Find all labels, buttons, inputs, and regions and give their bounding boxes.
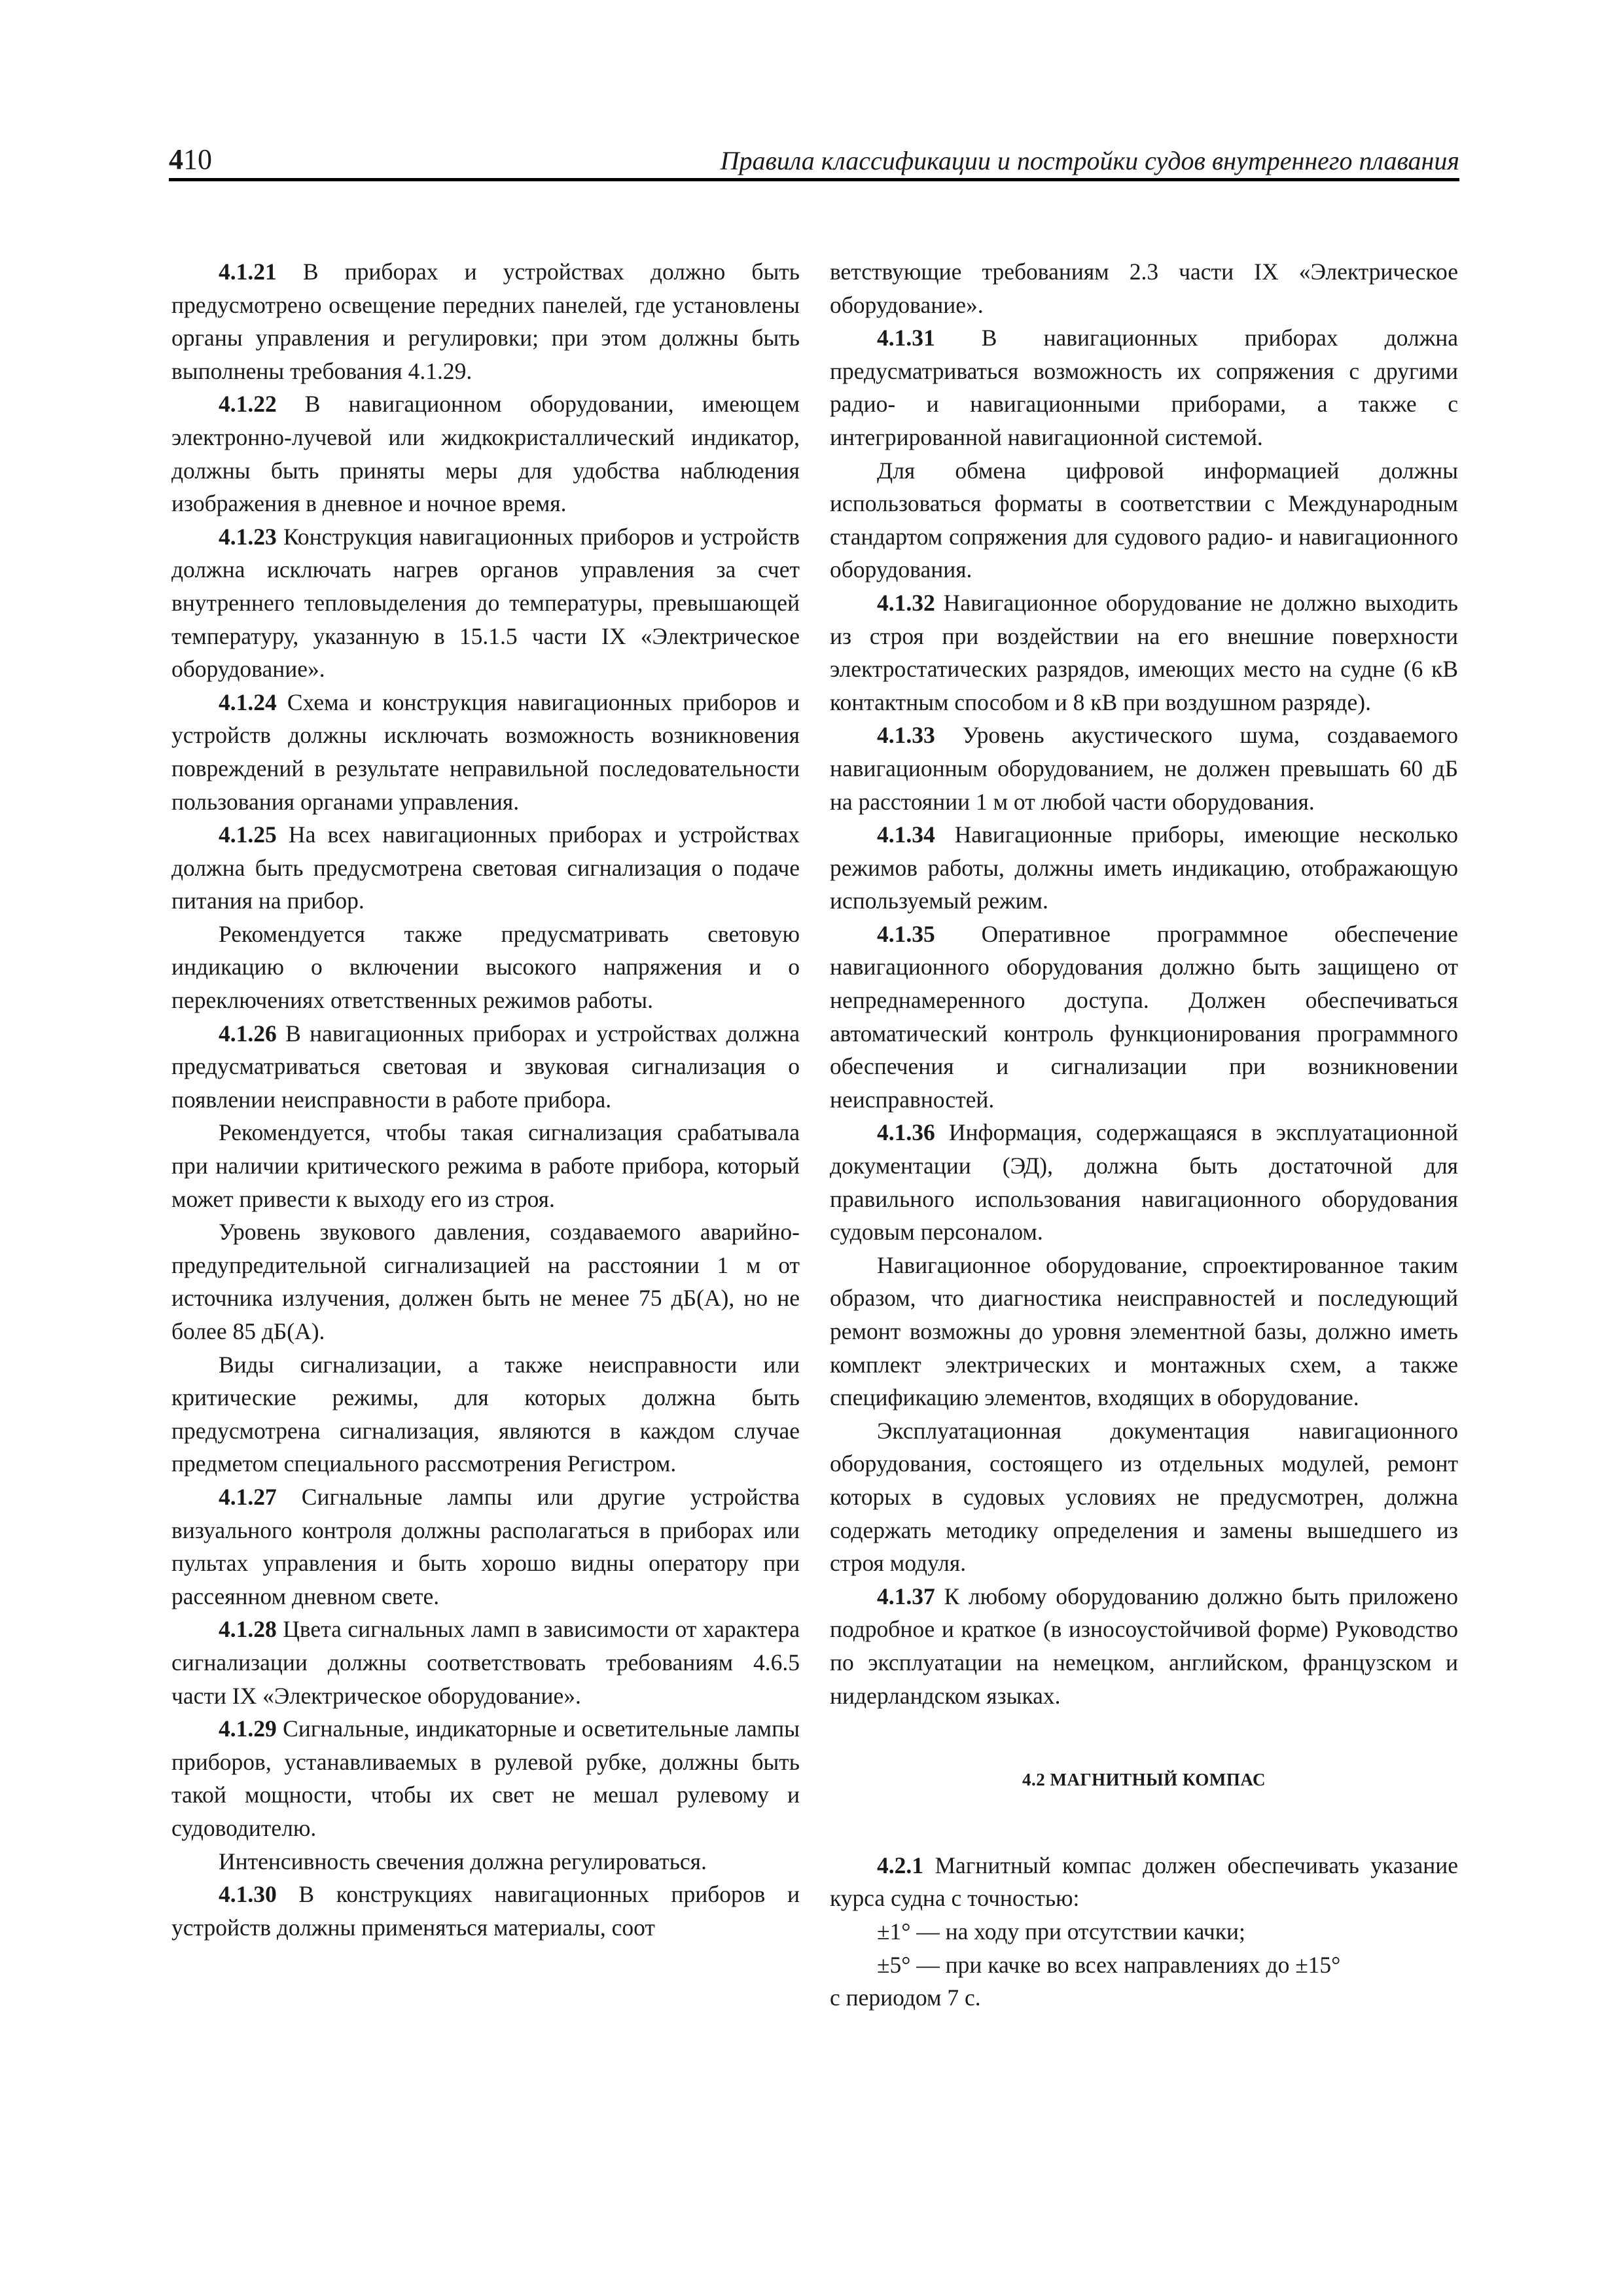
paragraph <box>830 1414 1458 1580</box>
paragraph <box>830 255 1458 321</box>
paragraph <box>171 255 800 387</box>
left-column <box>171 255 800 1944</box>
paragraph-text: Эксплуатационная документация навигационного оборудования, состоящего из отдельных модулей, ремонт которых в судовых условиях не предусмотрен, должна содержать методику определения и замены вышедшего из строя модуля. <box>830 1417 1458 1577</box>
paragraph <box>171 520 800 686</box>
clause-number: 4.1.30 <box>219 1881 277 1908</box>
clause-number: 4.1.33 <box>877 722 935 749</box>
paragraph <box>171 1613 800 1712</box>
paragraph <box>171 1712 800 1844</box>
paragraph-text: Навигационное оборудование не должно выходить из строя при воздействии на его внешние поверхности электростатических разрядов, имеющих место на судне (6 кВ контактным способом и 8 кВ при воздушном разряде). <box>830 589 1458 715</box>
section-heading: 4.2 МАГНИТНЫЙ КОМПАС <box>1022 1770 1266 1790</box>
paragraph-text: На всех навигационных приборах и устройствах должна быть предусмотрена световая сигнализация о подаче питания на прибор. <box>171 821 800 914</box>
paragraph-text: Интенсивность свечения должна регулироваться. <box>219 1848 707 1874</box>
paragraph <box>830 586 1458 719</box>
paragraph-text: Виды сигнализации, а также неисправности или критические режимы, для которых должна быть предусмотрена сигнализация, являются в каждом случае предметом специального рассмотрения Регистром. <box>171 1351 800 1477</box>
paragraph-text: Рекомендуется также предусматривать световую индикацию о включении высокого напряжения и о переключениях ответственных режимов работы. <box>171 920 800 1014</box>
paragraph-text: Схема и конструкция навигационных приборов и устройств должны исключать возможность возникновения повреждений в результате неправильной последовательности пользования органами управления. <box>171 689 800 815</box>
paragraph-text: Уровень акустического шума, создаваемого навигационным оборудованием, не должен превышать 60 дБ на расстоянии 1 м от любой части оборудования. <box>830 722 1458 815</box>
clause-number: 4.1.25 <box>219 821 277 848</box>
paragraph-text: Оперативное программное обеспечение навигационного оборудования должно быть защищено от непреднамеренного доступа. Должен обеспечиваться автоматический контроль функционирования программного обеспечения и сигнализации при возникновении неисправностей. <box>830 920 1458 1113</box>
paragraph <box>830 818 1458 918</box>
paragraph <box>171 387 800 520</box>
clause-number: 4.1.32 <box>877 589 935 616</box>
paragraph <box>171 1480 800 1613</box>
clause-number: 4.1.24 <box>219 689 277 715</box>
page-number: 410 <box>169 143 212 175</box>
paragraph-text: В навигационных приборах и устройствах должна предусматриваться световая и звуковая сигнализация о появлении неисправности в работе прибора. <box>171 1020 800 1113</box>
paragraph-text: Для обмена цифровой информацией должны использоваться форматы в соответствии с Международным стандартом сопряжения для судового радио- и навигационного оборудования. <box>830 457 1458 583</box>
right-column <box>830 255 1458 2015</box>
paragraph-text: К любому оборудованию должно быть приложено подробное и краткое (в износоустойчивой форме) Руководство по эксплуатации на немецком, английском, французском и нидерландском языках. <box>830 1583 1458 1709</box>
paragraph <box>830 1249 1458 1414</box>
paragraph-text: Информация, содержащаяся в эксплуатационной документации (ЭД), должна быть достаточной для правильного использования навигационного оборудования судовым персоналом. <box>830 1119 1458 1246</box>
clause-number: 4.1.29 <box>219 1715 277 1742</box>
paragraph <box>830 321 1458 454</box>
paragraph <box>171 1116 800 1215</box>
running-title: Правила классификации и постройки судов внутреннего плавания <box>720 146 1459 175</box>
paragraph-text: Конструкция навигационных приборов и устройств должна исключать нагрев органов управления за счет внутреннего тепловыделения до температуры, превышающей температуру, указанную в 15.1.5 части IX «Электрическое оборудование». <box>171 523 800 683</box>
clause-number: 4.1.21 <box>219 259 277 285</box>
paragraph <box>830 1116 1458 1248</box>
clause-number: 4.1.28 <box>219 1616 277 1643</box>
paragraph-text: В конструкциях навигационных приборов и устройств должны применяться материалы, соот <box>171 1881 800 1941</box>
paragraph-text: Сигнальные лампы или другие устройства визуального контроля должны располагаться в приборах или пультах управления и быть хорошо видны оператору при рассеянном дневном свете. <box>171 1483 800 1609</box>
paragraph <box>171 1878 800 1944</box>
paragraph-text: Магнитный компас должен обеспечивать указание курса судна с точностью: <box>830 1852 1458 1912</box>
tolerance-line-continuation: с периодом 7 с. <box>830 1984 981 2011</box>
paragraph-text: В навигационном оборудовании, имеющем электронно-лучевой или жидкокристаллический индикатор, должны быть приняты меры для удобства наблюдения изображения в дневное и ночное время. <box>171 391 800 517</box>
paragraph <box>171 1017 800 1117</box>
clause-number: 4.1.34 <box>877 821 935 848</box>
tolerance-line: ±1° — на ходу при отсутствии качки; <box>877 1918 1245 1945</box>
paragraph-text: Навигационные приборы, имеющие несколько режимов работы, должны иметь индикацию, отображающую используемый режим. <box>830 821 1458 914</box>
paragraph-text: Цвета сигнальных ламп в зависимости от характера сигнализации должны соответствовать требованиям 4.6.5 части IX «Электрическое оборудование». <box>171 1616 800 1709</box>
paragraph <box>171 1215 800 1348</box>
paragraph-text: В навигационных приборах должна предусматриваться возможность их сопряжения с другими радио- и навигационными приборами, а также с интегрированной навигационной системой. <box>830 325 1458 450</box>
clause-number: 4.1.35 <box>877 920 935 947</box>
paragraph-text: Уровень звукового давления, создаваемого аварийно-предупредительной сигнализацией на расстоянии 1 м от источника излучения, должен быть не менее 75 дБ(А), но не более 85 дБ(А). <box>171 1219 800 1344</box>
paragraph <box>171 1845 800 1878</box>
paragraph-text: Сигнальные, индикаторные и осветительные лампы приборов, устанавливаемых в рулевой рубке, должны быть такой мощности, чтобы их свет не мешал рулевому и судоводителю. <box>171 1715 800 1841</box>
paragraph-text: Рекомендуется, чтобы такая сигнализация срабатывала при наличии критического режима в работе прибора, который может привести к выходу его из строя. <box>171 1119 800 1212</box>
paragraph <box>171 918 800 1017</box>
paragraph <box>171 686 800 818</box>
paragraph-text: Навигационное оборудование, спроектированное таким образом, что диагностика неисправностей и последующий ремонт возможны до уровня элементной базы, должно иметь комплект электрических и монтажных схем, а также спецификацию элементов, входящих в оборудование. <box>830 1251 1458 1411</box>
clause-number: 4.1.36 <box>877 1119 935 1146</box>
paragraph <box>171 818 800 918</box>
clause-number: 4.1.26 <box>219 1020 277 1047</box>
clause-number: 4.1.31 <box>877 325 935 351</box>
paragraph <box>171 1348 800 1480</box>
paragraph <box>830 1580 1458 1712</box>
clause-number: 4.1.27 <box>219 1483 277 1510</box>
paragraph <box>830 918 1458 1117</box>
paragraph-text: ветствующие требованиям 2.3 части IX «Электрическое оборудование». <box>830 259 1458 318</box>
paragraph <box>830 1849 1458 1915</box>
header-rule <box>169 178 1459 181</box>
clause-number: 4.1.23 <box>219 523 277 550</box>
clause-number: 4.1.22 <box>219 391 277 418</box>
clause-number: 4.1.37 <box>877 1583 935 1609</box>
tolerance-line: ±5° — при качке во всех направлениях до ±15° <box>877 1951 1341 1978</box>
paragraph-text: В приборах и устройствах должно быть предусмотрено освещение передних панелей, где установлены органы управления и регулировки; при этом должны быть выполнены требования 4.1.29. <box>171 259 800 384</box>
paragraph <box>830 719 1458 818</box>
paragraph <box>830 454 1458 586</box>
clause-number: 4.2.1 <box>877 1852 923 1878</box>
